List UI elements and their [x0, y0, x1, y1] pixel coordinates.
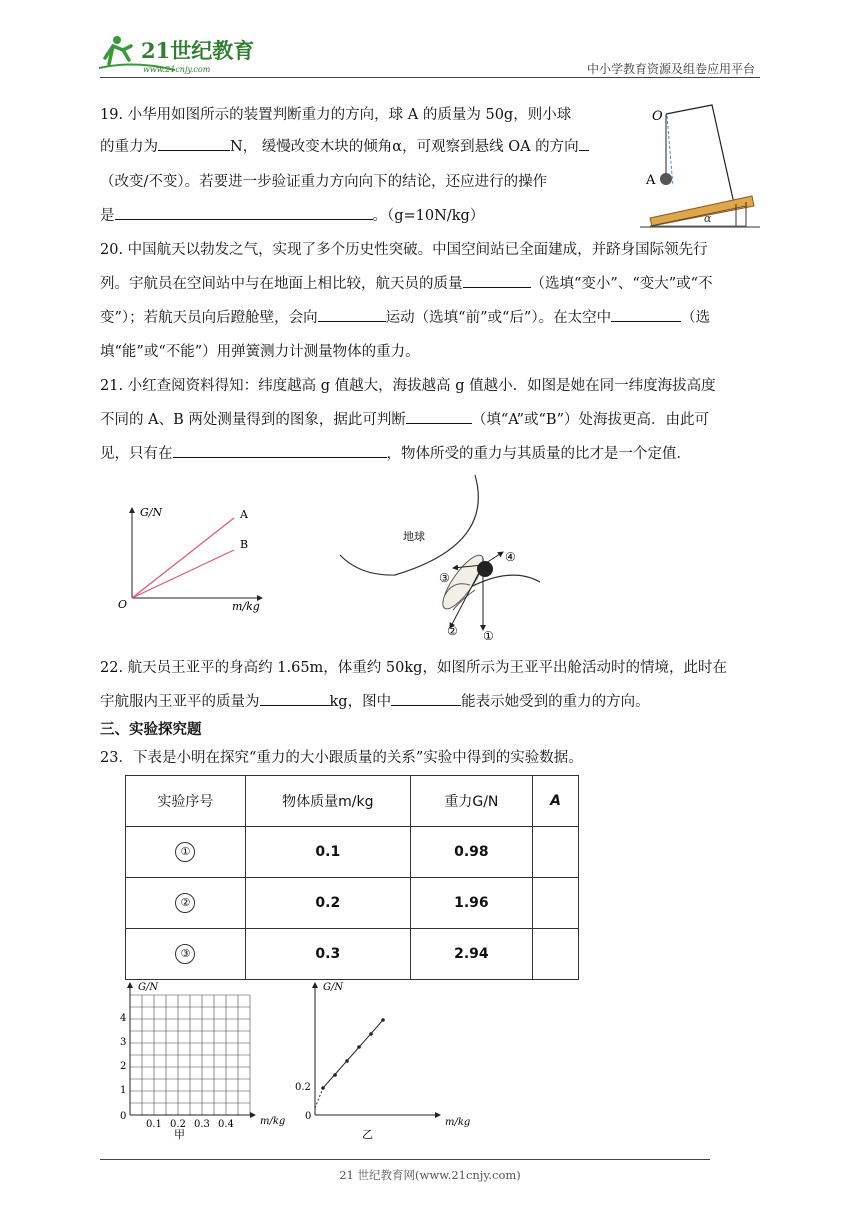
q21-line2 [100, 405, 765, 435]
q19-blank-1[interactable] [158, 132, 230, 151]
q23-data-table [125, 775, 579, 980]
q21-xlabel: m/kg [232, 600, 260, 613]
q21-line2-b: （填“A”或“B”）处海拔更高．由此可 [471, 412, 709, 428]
q22-blank-2[interactable] [391, 687, 461, 706]
q22-line2 [100, 687, 765, 717]
row-index: ③ [175, 944, 195, 964]
graph-yi [290, 978, 485, 1143]
yi-xlabel: m/kg [445, 1117, 471, 1128]
q19-pendulum-figure [630, 100, 765, 230]
q21-ylabel: G/N [140, 506, 163, 519]
cell-weight: 1.96 [410, 878, 532, 929]
q21-label-A: A [240, 508, 248, 521]
yi-point [381, 1018, 385, 1022]
q20-line3 [100, 303, 765, 333]
jia-caption: 甲 [174, 1128, 185, 1141]
graph-jia [110, 978, 295, 1143]
table-row [126, 929, 579, 980]
table-row [126, 827, 579, 878]
q21-line3-a: 见，只有在 [100, 446, 173, 462]
jia-xlabel: m/kg [260, 1116, 286, 1127]
yi-point [357, 1045, 361, 1049]
th-weight: 重力G/N [410, 776, 532, 827]
q21-blank-1[interactable] [406, 405, 472, 424]
q20-line2-b: （选填“变小”、“变大”或“不 [530, 276, 713, 292]
q20-line4: 填“能”或“不能”）用弹簧测力计测量物体的重力。 [100, 344, 420, 360]
q20-line1: 20. 中国航天以勃发之气，实现了多个历史性突破。中国空间站已全面建成，并跻身国际领先行 [100, 242, 708, 258]
q20-line2 [100, 269, 765, 299]
yi-point [345, 1059, 349, 1063]
yi-fit-line [323, 1020, 383, 1088]
q20-blank-1[interactable] [463, 269, 531, 288]
q19-line1: 19. 小华用如图所示的装置判断重力的方向，球 A 的质量为 50g，则小球 [100, 107, 572, 123]
q21-line-B [132, 550, 234, 598]
q19-line4-a: 是 [100, 208, 115, 224]
yi-caption: 乙 [362, 1128, 373, 1141]
q19-line3: （改变/不变）。若要进一步验证重力方向向下的结论，还应进行的操作 [100, 174, 548, 190]
q22-astronaut-figure [335, 470, 555, 640]
cell-mass: 0.2 [245, 878, 410, 929]
jia-xtick: 0.3 [194, 1119, 210, 1130]
header-divider [100, 77, 760, 78]
footer-divider [100, 1159, 710, 1160]
table-row [126, 878, 579, 929]
q21-line-A [132, 518, 234, 598]
yi-y-marker: 0.2 [295, 1082, 311, 1093]
th-index: 实验序号 [126, 776, 246, 827]
yi-point [321, 1086, 325, 1090]
q21-line1: 21. 小红查阅资料得知：纬度越高 g 值越大，海拔越高 g 值越小．如图是她在同一纬度海拔高度 [100, 378, 716, 394]
cell-a[interactable] [533, 929, 579, 980]
arrow-label-4: ④ [505, 550, 516, 564]
q19-line4-b: 。（g=10N/kg） [372, 208, 485, 224]
jia-xtick: 0.4 [218, 1119, 234, 1130]
yi-ylabel: G/N [323, 982, 344, 993]
jia-ytick: 0 [120, 1111, 127, 1122]
cell-weight: 2.94 [410, 929, 532, 980]
yi-point [333, 1073, 337, 1077]
arrow-label-3: ③ [439, 571, 450, 585]
fig-label-O: O [652, 109, 663, 124]
jia-ytick: 4 [120, 1013, 127, 1024]
section3-title: 三、实验探究题 [100, 722, 202, 738]
q21-line3 [100, 439, 765, 469]
q22-blank-1[interactable] [260, 687, 330, 706]
fig-label-A: A [646, 173, 656, 188]
jia-ytick: 1 [120, 1085, 127, 1096]
jia-ytick: 3 [120, 1037, 127, 1048]
yi-point [369, 1032, 373, 1036]
cell-weight: 0.98 [410, 827, 532, 878]
cell-mass: 0.1 [245, 827, 410, 878]
q21-label-B: B [240, 538, 249, 551]
logo-text: 21世纪教育 [141, 38, 255, 63]
arrow-label-2: ② [447, 624, 458, 638]
cell-a[interactable] [533, 827, 579, 878]
q19-line2-b: N， 缓慢改变木块的倾角α，可观察到悬线 OA 的方向 [230, 139, 579, 155]
cell-mass: 0.3 [245, 929, 410, 980]
q22-line2-c: 能表示她受到的重力的方向。 [461, 694, 650, 710]
graph-jia-grid [130, 995, 250, 1115]
jia-ytick: 2 [120, 1061, 127, 1072]
q19-line2-a: 的重力为 [100, 139, 158, 155]
q21-line2-a: 不同的 A、B 两处测量得到的图象，据此可判断 [100, 412, 406, 428]
q21-blank-2[interactable] [173, 439, 387, 458]
logo-url: www.21cnjy.com [143, 65, 211, 74]
q23-line1: 23．下表是小明在探究“重力的大小跟质量的关系”实验中得到的实验数据。 [100, 750, 583, 766]
q20-line3-c: （选 [681, 310, 711, 326]
q20-blank-2[interactable] [318, 303, 386, 322]
yi-dashed-extension [315, 1088, 323, 1108]
fig-label-alpha: α [704, 212, 712, 225]
q19-blank-2[interactable] [579, 132, 589, 151]
row-index: ① [175, 842, 195, 862]
header-platform-text: 中小学教育资源及组卷应用平台 [586, 62, 755, 76]
q22-line2-a: 宇航服内王亚平的质量为 [100, 694, 260, 710]
q20-line3-b: 运动（选填“前”或“后”）。在太空中 [385, 310, 612, 326]
th-mass: 物体质量m/kg [245, 776, 410, 827]
q21-origin: O [118, 598, 128, 611]
earth-label: 地球 [403, 530, 425, 543]
cell-a[interactable] [533, 878, 579, 929]
q21-graph [112, 500, 272, 615]
jia-xtick: 0.1 [146, 1119, 162, 1130]
th-a: A [533, 776, 579, 827]
q20-blank-3[interactable] [611, 303, 681, 322]
table-header-row [126, 776, 579, 827]
site-logo [95, 30, 265, 80]
jia-ylabel: G/N [138, 982, 159, 993]
jia-xtick: 0.2 [170, 1119, 186, 1130]
q22-line1: 22. 航天员王亚平的身高约 1.65m，体重约 50kg，如图所示为王亚平出舱活动时的情境，此时在 [100, 660, 727, 676]
footer-text: 21 世纪教育网(www.21cnjy.com) [339, 1168, 521, 1182]
q21-line3-b: ，物体所受的重力与其质量的比才是一个定值． [386, 446, 691, 462]
yi-origin: 0 [305, 1111, 312, 1122]
q20-line2-a: 列。宇航员在空间站中与在地面上相比较，航天员的质量 [100, 276, 463, 292]
arrow-label-1: ① [483, 629, 494, 640]
q20-line3-a: 变”）；若航天员向后蹬舱壁，会向 [100, 310, 318, 326]
q22-line2-b: kg，图中 [329, 694, 392, 710]
row-index: ② [175, 893, 195, 913]
q19-blank-3[interactable] [115, 201, 373, 220]
